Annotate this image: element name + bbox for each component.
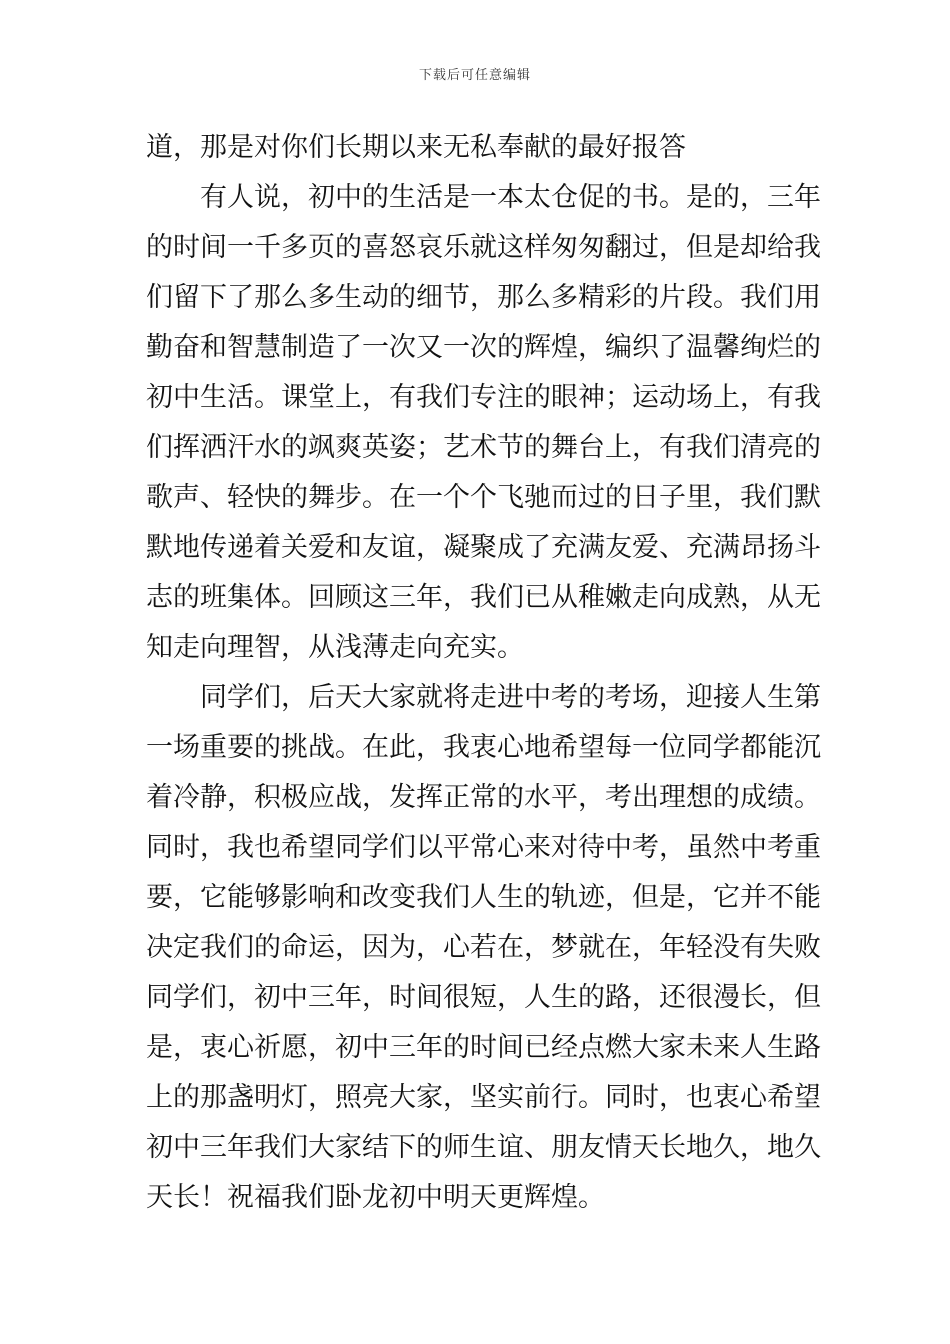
page-header-note: 下载后可任意编辑 [418,68,531,83]
body-text-line: 一场重要的挑战。在此，我衷心地希望每一位同学都能沉 [146,732,821,763]
body-text-line: 天长！祝福我们卧龙初中明天更辉煌。 [146,1182,605,1213]
body-text-line: 是，衷心祈愿，初中三年的时间已经点燃大家未来人生路 [146,1032,821,1063]
body-text-line: 初中生活。课堂上，有我们专注的眼神；运动场上，有我 [146,382,821,413]
body-text-line: 同学们，初中三年，时间很短，人生的路，还很漫长，但 [146,982,821,1013]
body-text-line: 们挥洒汗水的飒爽英姿；艺术节的舞台上，有我们清亮的 [146,432,821,463]
body-text-line: 决定我们的命运，因为，心若在，梦就在，年轻没有失败 [146,932,821,963]
body-text-line: 知走向理智，从浅薄走向充实。 [146,632,524,663]
body-text-line: 有人说，初中的生活是一本太仓促的书。是的，三年 [146,182,821,213]
body-text-line: 勤奋和智慧制造了一次又一次的辉煌，编织了温馨绚烂的 [146,332,821,363]
body-text-line: 上的那盏明灯，照亮大家，坚实前行。同时，也衷心希望 [146,1082,821,1113]
body-text-line: 的时间一千多页的喜怒哀乐就这样匆匆翻过，但是却给我 [146,232,821,263]
body-text-line: 默地传递着关爱和友谊，凝聚成了充满友爱、充满昂扬斗 [146,532,821,563]
body-text-line: 道，那是对你们长期以来无私奉献的最好报答 [146,132,686,163]
body-text-line: 同学们，后天大家就将走进中考的考场，迎接人生第 [146,682,821,713]
body-text-line: 着冷静，积极应战，发挥正常的水平，考出理想的成绩。 [146,782,821,813]
body-text-line: 同时，我也希望同学们以平常心来对待中考，虽然中考重 [146,832,821,863]
body-text-line: 要，它能够影响和改变我们人生的轨迹，但是，它并不能 [146,882,821,913]
body-text-line: 初中三年我们大家结下的师生谊、朋友情天长地久，地久 [146,1132,821,1163]
body-text-line: 志的班集体。回顾这三年，我们已从稚嫩走向成熟，从无 [146,582,821,613]
body-text-line: 们留下了那么多生动的细节，那么多精彩的片段。我们用 [146,282,821,313]
body-text-line: 歌声、轻快的舞步。在一个个飞驰而过的日子里，我们默 [146,482,821,513]
